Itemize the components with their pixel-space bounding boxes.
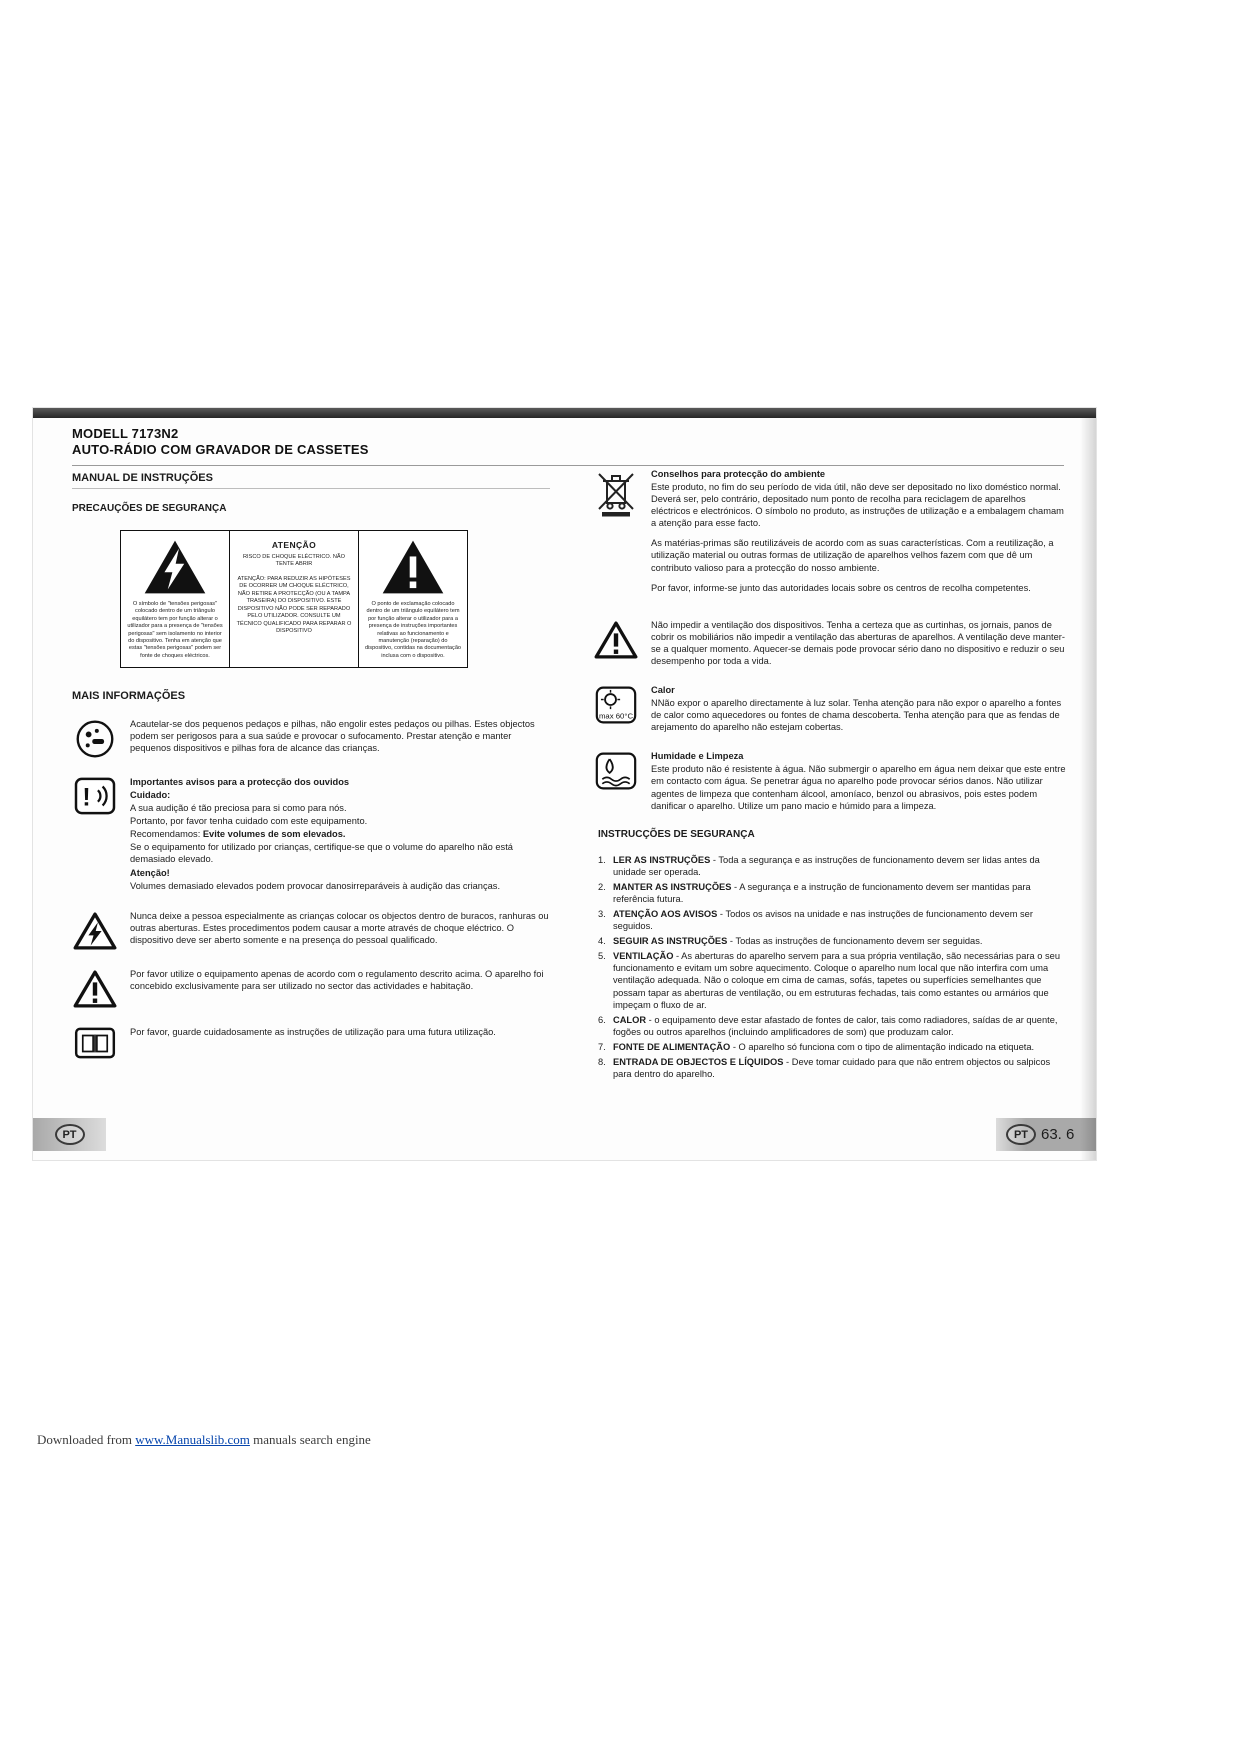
hearing-protection-item — [72, 776, 550, 893]
ventilation-warning-text: Não impedir a ventilação dos dispositivos. Tenha a certeza que as curtinhas, os jornais, panos de cobrir os mobiliários não impedir a ventilação das aberturas de aparelhos. A ventilação deve manter-se a qualquer momento. Aquecer-se demais pode provocar sério dano no dispositivo e reduzir o seu desempenho por toda a vida. — [651, 619, 1065, 666]
pt-badge-label: PT — [62, 1128, 77, 1141]
safety-item-6 — [598, 1014, 1067, 1038]
environment-paragraph-3: Por favor, informe-se junto das autoridades locais sobre os centros de recolha competentes. — [651, 582, 1031, 593]
scan-right-shadow — [1080, 418, 1096, 1160]
ventilation-warning-triangle-icon — [593, 619, 639, 667]
hearing-caution-label: Cuidado: — [130, 790, 171, 801]
dangerous-voltage-note: O símbolo de "tensões perigosas" colocado dentro de um triângulo equilátero tem por função alterar o utilizador para a presença de "tensões perigosas" sem isolamento no interior do dispositivo. Tenha em atenção que estas "tensões perigosas" podem ser fonte de choques eléctricos. — [127, 601, 223, 659]
safety-item-1 — [598, 854, 1067, 878]
safety-item-7 — [598, 1041, 1067, 1053]
environment-item — [593, 468, 1067, 602]
lightning-triangle-icon — [142, 538, 208, 596]
pt-language-badge — [1006, 1124, 1036, 1145]
model-title: MODELL 7173N2 — [72, 426, 179, 441]
hearing-warning-icon — [72, 776, 118, 893]
safety-item-text: - Todas as instruções de funcionamento devem ser seguidas. — [727, 936, 983, 947]
safety-item-text: - Deve tomar cuidado para que não entrem objectos ou salpicos para dentro do aparelho. — [613, 1056, 1051, 1079]
downloaded-prefix: Downloaded from — [37, 1432, 136, 1447]
safety-item-label: LER AS INSTRUÇÕES — [613, 854, 711, 865]
keep-manual-text: Por favor, guarde cuidadosamente as instruções de utilização para uma futura utilização. — [130, 1026, 496, 1037]
hearing-line-1: A sua audição é tão preciosa para si como para nós. — [130, 803, 347, 814]
safety-item-label: FONTE DE ALIMENTAÇÃO — [613, 1041, 731, 1052]
safety-item-number: 8. — [598, 1056, 606, 1067]
scan-top-edge — [33, 408, 1096, 418]
regulation-item — [72, 968, 550, 1009]
exclamation-warning-triangle-icon — [72, 968, 118, 1009]
safety-item-2 — [598, 881, 1067, 905]
max-temperature-label: max 60°C — [598, 711, 634, 721]
manual-title: MANUAL DE INSTRUÇÕES — [72, 472, 550, 489]
warning-box-center-cell — [229, 531, 359, 667]
safety-item-number: 7. — [598, 1041, 606, 1052]
more-info-title: MAIS INFORMAÇÕES — [72, 690, 186, 702]
lightning-warning-triangle-icon — [72, 910, 118, 951]
humidity-title: Humidade e Limpeza — [651, 751, 744, 762]
safety-item-number: 4. — [598, 936, 606, 947]
safety-item-number: 5. — [598, 951, 606, 962]
safety-instructions-title: INSTRUCÇÕES DE SEGURANÇA — [598, 828, 755, 840]
downloaded-suffix: manuals search engine — [249, 1432, 371, 1447]
language-tab-left — [33, 1118, 106, 1151]
heat-title: Calor — [651, 685, 675, 696]
hearing-line-3 — [130, 828, 550, 840]
ventilation-warning-item — [593, 619, 1067, 667]
safety-item-text: - O aparelho só funciona com o tipo de alimentação indicado na etiqueta. — [730, 1041, 1035, 1052]
hearing-line-3-prefix: Recomendamos: — [130, 829, 203, 840]
safety-item-label: CALOR — [613, 1014, 647, 1025]
safety-item-3 — [598, 908, 1067, 932]
safety-item-number: 6. — [598, 1014, 606, 1025]
humidity-cleaning-icon — [593, 750, 639, 811]
hearing-attention-label: Atenção! — [130, 867, 170, 878]
safety-item-number: 2. — [598, 881, 606, 892]
language-tab-right — [996, 1118, 1096, 1151]
exclamation-point-note: O ponto de exclamação colocado dentro de um triângulo equilátero tem por função alterar o utilizador para a presença de instruções importantes relativas ao funcionamento e manutenção (reparação) do dispositivo, contidas na documentação inclusa com o dispositivo. — [364, 601, 462, 659]
environment-text — [651, 468, 1067, 602]
hearing-line-5: Volumes demasiado elevados podem provocar danosirreparáveis à audição das crianças. — [130, 880, 501, 891]
downloaded-footer — [37, 1432, 371, 1448]
safety-item-text: - Todos os avisos na unidade e nas instruções de funcionamento devem ser seguidos. — [613, 909, 1033, 932]
heat-text — [651, 684, 1067, 733]
hearing-line-4: Se o equipamento for utilizado por crianças, certifique-se que o volume do aparelho não está demasiado elevado. — [130, 842, 513, 865]
safety-item-number: 3. — [598, 909, 606, 920]
exclamation-triangle-icon — [380, 538, 446, 596]
hearing-line-2: Portanto, por favor tenha cuidado com este equipamento. — [130, 816, 368, 827]
environment-title: Conselhos para protecção do ambiente — [651, 469, 826, 479]
choking-hazard-item — [72, 718, 550, 759]
safety-instructions-list — [598, 854, 1067, 1080]
hearing-title: Importantes avisos para a protecção dos ouvidos — [130, 777, 350, 787]
page-number: 63. 6 — [1041, 1126, 1075, 1143]
environment-paragraph-1: Este produto, no fim do seu período de vida útil, não deve ser depositado no lixo doméstico normal. Deverá ser, pelo contrário, depositado num ponto de recolha para reciclagem de aparelhos eléctricos e electrónicos. O símbolo no produto, as instruções de utilização e a embalagem chamam a atenção para esse facto. — [651, 482, 1064, 529]
safety-item-text: - A segurança e a instrução de funcionamento devem ser mantidas para referência futura. — [613, 881, 1031, 904]
humidity-body: Este produto não é resistente à água. Não submergir o aparelho em água nem deixar que este entre em contacto com água. Se penetrar água no aparelho pode provocar sérios danos. Não utilizar agentes de limpeza que contenham álcool, amoníaco, benzol ou abrasivos, pois estes podem danificar o aparelho. Utilize um pano macio e húmido para a limpeza. — [651, 764, 1066, 811]
right-column — [593, 468, 1067, 1083]
safety-item-4 — [598, 935, 1067, 947]
header-divider — [72, 465, 1064, 466]
humidity-item — [593, 750, 1067, 811]
manual-page-scan — [33, 408, 1096, 1160]
shock-risk-body: ATENÇÃO: PARA REDUZIR AS HIPÓTESES DE OCORRER UM CHOQUE ELÉCTRICO, NÃO RETIRE A PROTECÇÃO (OU A TAMPA TRASEIRA) DO DISPOSITIVO. ESTE DISPOSITIVO NÃO PODE SER REPARADO PELO UTILIZADOR. CONSULTE UM TÉCNICO QUALIFICADO PARA REPARAR O DISPOSITIVO — [236, 575, 352, 635]
safety-item-text: - o equipamento deve estar afastado de fontes de calor, tais como radiadores, saídas de ar quente, fogões ou outros aparelhos (incluindo amplificadores de som) que produzam calor. — [613, 1014, 1058, 1037]
safety-item-label: ENTRADA DE OBJECTOS E LÍQUIDOS — [613, 1056, 784, 1067]
safety-item-label: SEGUIR AS INSTRUÇÕES — [613, 936, 728, 947]
doc-header — [72, 426, 369, 459]
svg-text:!: ! — [82, 784, 91, 812]
warning-box-left-cell — [121, 531, 229, 667]
left-column — [72, 472, 550, 1076]
hearing-protection-text — [130, 776, 550, 893]
warning-box-right-cell — [359, 531, 467, 667]
heat-body: NNão expor o aparelho directamente à luz solar. Tenha atenção para não expor o aparelho a fontes de calor como aquecedores ou fontes de chama descoberta. Tenha atenção para que as fendas de arejamento do aparelho não estejam cobertas. — [651, 698, 1062, 733]
electric-shock-warning-box — [120, 530, 468, 668]
manualslib-link[interactable]: www.Manualslib.com — [135, 1432, 250, 1447]
shock-risk-subtitle: RISCO DE CHOQUE ELÉCTRICO. NÃO TENTE ABRIR — [243, 554, 345, 568]
hearing-line-3-bold: Evite volumes de som elevados. — [202, 829, 346, 840]
heat-item — [593, 684, 1067, 733]
humidity-text — [651, 750, 1067, 811]
safety-item-label: VENTILAÇÃO — [613, 951, 674, 962]
keep-manual-item — [72, 1026, 550, 1059]
pt-badge-label: PT — [1013, 1128, 1029, 1141]
attention-title: ATENÇÃO — [271, 540, 317, 550]
safety-item-5 — [598, 950, 1067, 1010]
openings-warning-item — [72, 910, 550, 951]
safety-item-number: 1. — [598, 854, 606, 865]
safety-item-text: - As aberturas do aparelho servem para a sua própria ventilação, são necessárias para o seu funcionamento e evitam um sobre aquecimento. Coloque o aparelho num local que não interfira com uma ventilação adequada. Não o coloque em cima de camas, sofás, tapetes ou superfícies semelhantes que possam tapar as aberturas de ventilação, ou em estruturas fechadas, tais como estantes ou armários que impeçam o fluxo de ar. — [613, 951, 1060, 1010]
choking-hazard-icon — [72, 718, 118, 759]
safety-item-label: MANTER AS INSTRUÇÕES — [613, 881, 732, 892]
environment-paragraph-2: As matérias-primas são reutilizáveis de acordo com as suas características. Com a reutilização, a utilização material ou outras formas de utilização de aparelhos velhos fazem com que dê um contributo valioso para a protecção do nosso ambiente. — [651, 538, 1054, 573]
max-temperature-icon — [593, 684, 639, 733]
product-title: AUTO-RÁDIO COM GRAVADOR DE CASSETES — [72, 442, 369, 458]
openings-warning-text: Nunca deixe a pessoa especialmente as crianças colocar os objectos dentro de buracos, ranhuras ou outras aberturas. Estes procedimentos podem causar a morte através de choque eléctrico. O dispositivo deve ser aberto somente e na presença do pessoal qualificado. — [130, 910, 549, 945]
weee-crossed-bin-icon — [593, 468, 639, 602]
choking-hazard-text: Acautelar-se dos pequenos pedaços e pilhas, não engolir estes pedaços ou pilhas. Estes objectos podem ser perigosos para a sua saúde e provocar o sufocamento. Prestar atenção e manter pequenos dispositivos e pilhas fora de alcance das crianças. — [130, 719, 535, 754]
section-precautions-title: PRECAUÇÕES DE SEGURANÇA — [72, 503, 227, 514]
safety-item-8 — [598, 1056, 1067, 1080]
regulation-text: Por favor utilize o equipamento apenas de acordo com o regulamento descrito acima. O aparelho foi concebido exclusivamente para ser utilizado no sector das actividades e habitação. — [130, 968, 544, 991]
safety-item-text: - Toda a segurança e as instruções de funcionamento devem ser lidas antes da unidade ser operada. — [613, 854, 1040, 877]
safety-item-label: ATENÇÃO AOS AVISOS — [613, 909, 718, 920]
pt-language-badge — [55, 1124, 85, 1145]
manual-book-icon — [72, 1026, 118, 1059]
